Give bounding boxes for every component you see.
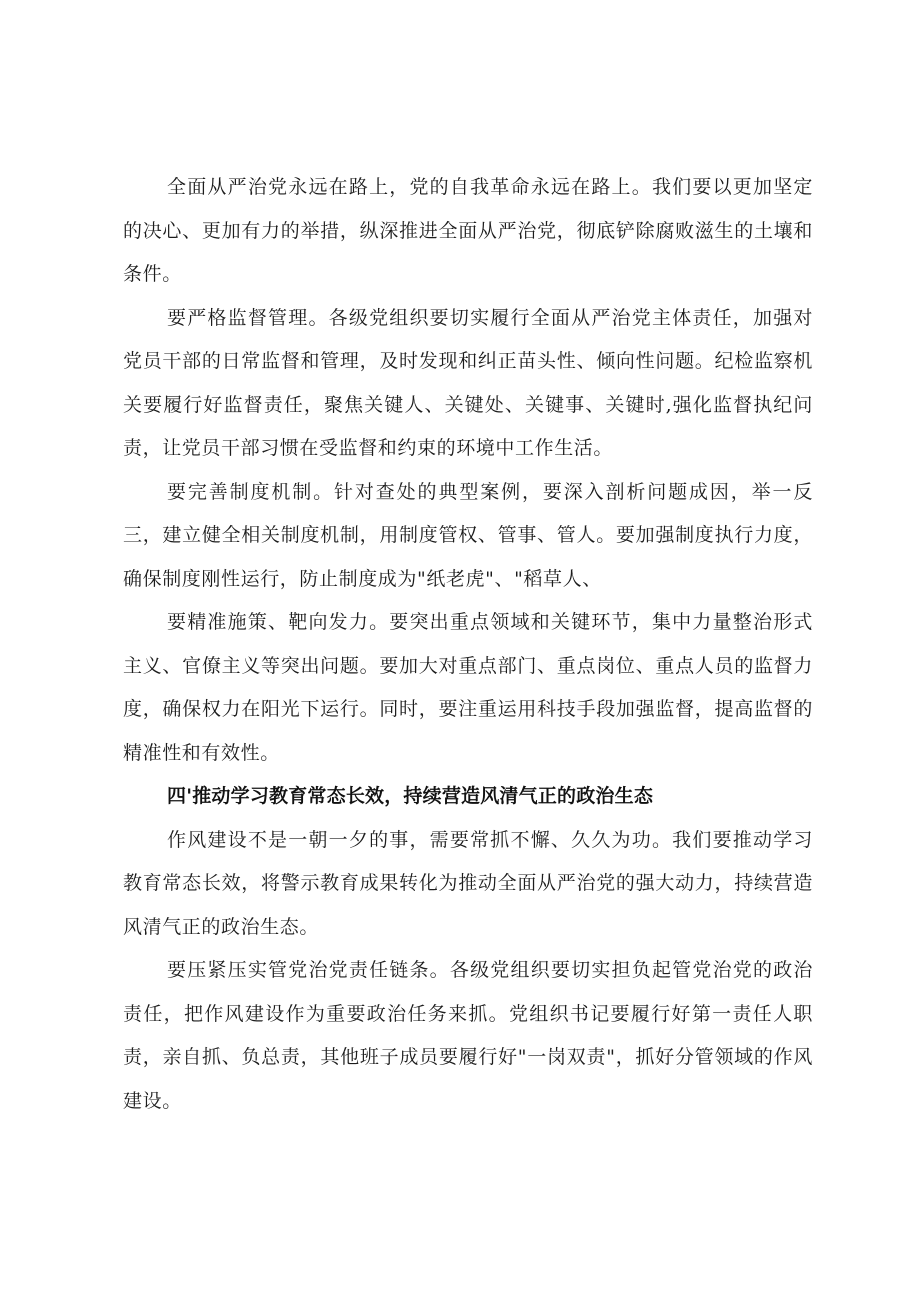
paragraph-institutions: 要完善制度机制。针对查处的典型案例，要深入剖析问题成因，举一反三，建立健全相关制度机制，用制度管权、管事、管人。要加强制度执行力度，确保制度刚性运行，防止制度成为"纸老虎"、"稻草人、 [123, 480, 813, 590]
paragraph-responsibility: 要压紧压实管党治党责任链条。各级党组织要切实担负起管党治党的政治责任，把作风建设作为重要政治任务来抓。党组织书记要履行好第一责任人职责，亲自抓、负总责，其他班子成员要履行好"一岗双责"，抓好分管领域的作风建设。 [123, 959, 813, 1112]
section-heading: 四'推动学习教育常态长效，持续营造风清气正的政治生态 [167, 785, 654, 807]
paragraph-supervision: 要严格监督管理。各级党组织要切实履行全面从严治党主体责任，加强对党员干部的日常监督和管理，及时发现和纠正苗头性、倾向性问题。纪检监察机关要履行好监督责任，聚焦关键人、关键处、关键事、关键时,强化监督执纪问责，让党员干部习惯在受监督和约束的环境中工作生活。 [123, 306, 813, 459]
paragraph-precision: 要精准施策、靶向发力。要突出重点领域和关键环节，集中力量整治形式主义、官僚主义等突出问题。要加大对重点部门、重点岗位、重点人员的监督力度，确保权力在阳光下运行。同时，要注重运用科技手段加强监督，提高监督的精准性和有效性。 [123, 611, 813, 764]
document-body [123, 166, 813, 1123]
paragraph-intro: 全面从严治党永远在路上，党的自我革命永远在路上。我们要以更加坚定的决心、更加有力的举措，纵深推进全面从严治党，彻底铲除腐败滋生的土壤和条件。 [123, 176, 813, 285]
paragraph-style-building: 作风建设不是一朝一夕的事，需要常抓不懈、久久为功。我们要推动学习教育常态长效，将警示教育成果转化为推动全面从严治党的强大动力，持续营造风清气正的政治生态。 [123, 828, 813, 938]
